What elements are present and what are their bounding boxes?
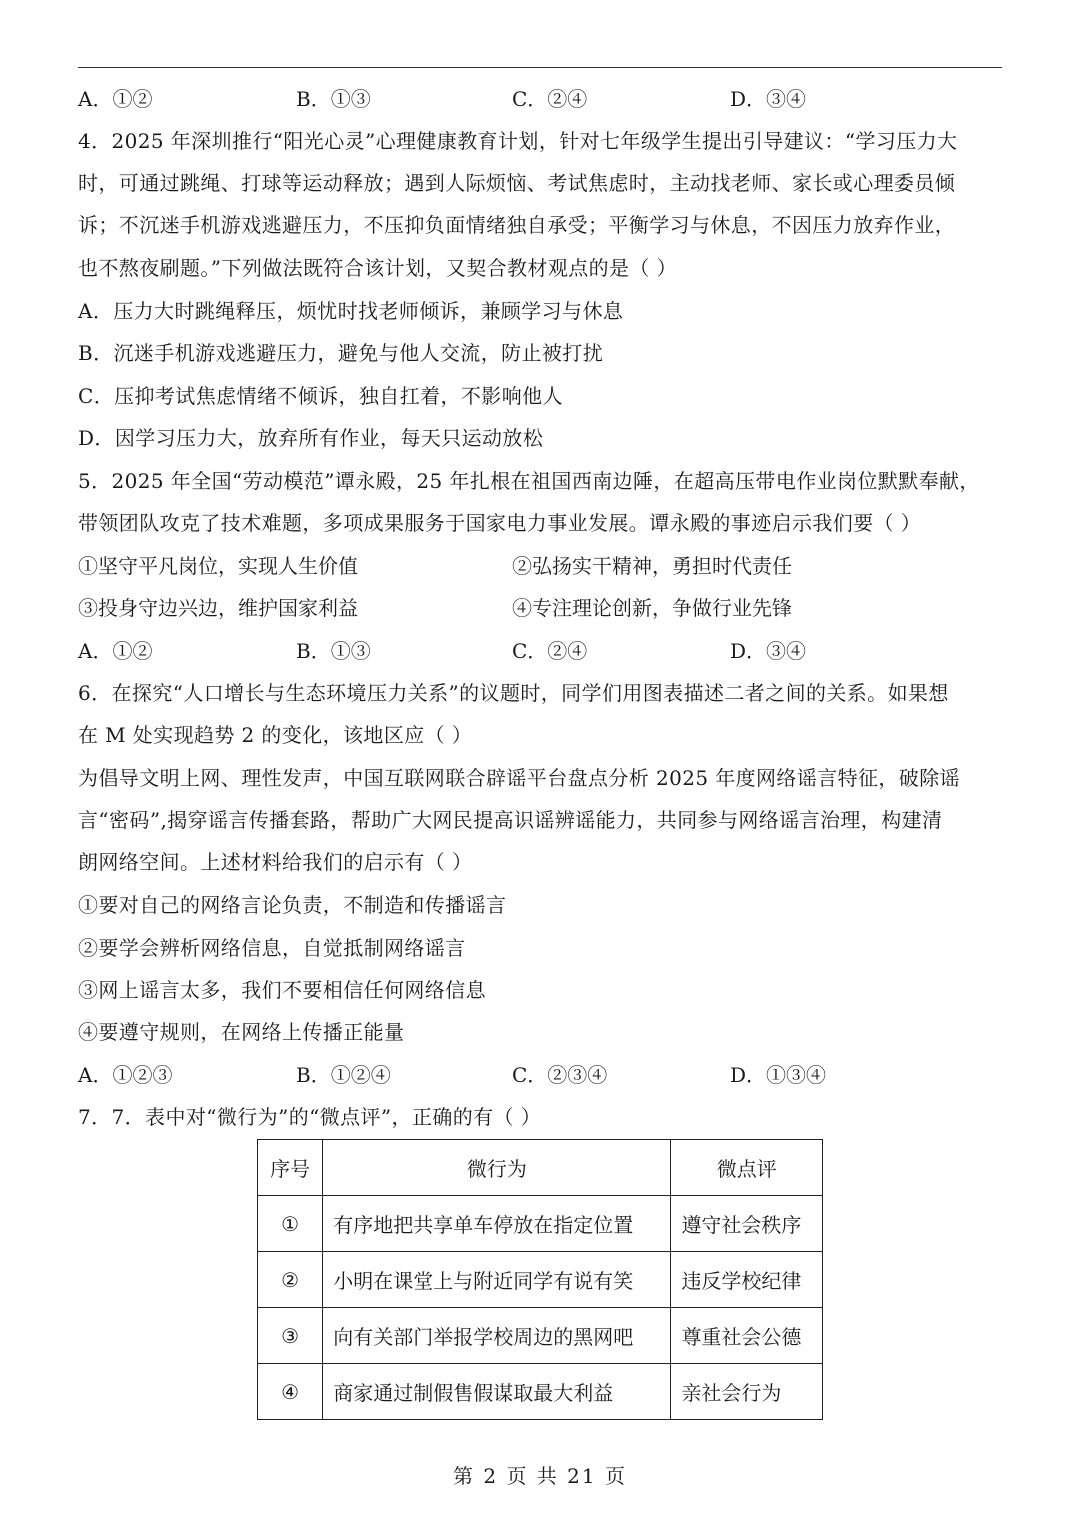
q6-stem-line: 为倡导文明上网、理性发声，中国互联网联合辟谣平台盘点分析 2025 年度网络谣言特征，破除谣 xyxy=(78,766,961,790)
q6-statement-2: ②要学会辨析网络信息，自觉抵制网络谣言 xyxy=(78,936,466,960)
top-divider xyxy=(78,67,1002,68)
table-row xyxy=(258,1196,823,1252)
table-cell: 商家通过制假售假谋取最大利益 xyxy=(323,1364,671,1420)
table-header-cell: 微行为 xyxy=(323,1140,671,1196)
q4-option-c: C．压抑考试焦虑情绪不倾诉，独自扛着，不影响他人 xyxy=(78,384,563,408)
q5-option-d: D．③④ xyxy=(730,639,807,663)
q6-stem-line: 在 M 处实现趋势 2 的变化，该地区应（ ） xyxy=(78,723,473,747)
q4-option-a: A．压力大时跳绳释压，烦忧时找老师倾诉，兼顾学习与休息 xyxy=(78,299,624,323)
q4-stem-line: 诉；不沉迷手机游戏逃避压力，不压抑负面情绪独自承受；平衡学习与休息，不因压力放弃作业， xyxy=(78,213,956,237)
q6-option-d: D．①③④ xyxy=(730,1063,827,1087)
q3-option-c: C．②④ xyxy=(512,87,588,111)
q6-option-b: B．①②④ xyxy=(296,1063,391,1087)
table-row xyxy=(258,1364,823,1420)
q6-option-c: C．②③④ xyxy=(512,1063,608,1087)
table-cell: 向有关部门举报学校周边的黑网吧 xyxy=(323,1308,671,1364)
table-cell: 违反学校纪律 xyxy=(671,1252,823,1308)
table-header-cell: 序号 xyxy=(258,1140,323,1196)
table-cell: 遵守社会秩序 xyxy=(671,1196,823,1252)
q6-statement-3: ③网上谣言太多，我们不要相信任何网络信息 xyxy=(78,978,486,1002)
q6-stem-line: 言“密码”,揭穿谣言传播套路，帮助广大网民提高识谣辨谣能力，共同参与网络谣言治理，构建清 xyxy=(78,808,943,832)
table-header-cell: 微点评 xyxy=(671,1140,823,1196)
table-cell: 有序地把共享单车停放在指定位置 xyxy=(323,1196,671,1252)
q5-stem-line: 带领团队攻克了技术难题，多项成果服务于国家电力事业发展。谭永殿的事迹启示我们要（ ） xyxy=(78,511,922,535)
q4-option-d: D．因学习压力大，放弃所有作业，每天只运动放松 xyxy=(78,426,544,450)
q5-option-a: A．①② xyxy=(78,639,153,663)
q4-option-b: B．沉迷手机游戏逃避压力，避免与他人交流，防止被打扰 xyxy=(78,341,604,365)
q5-statement-4: ④专注理论创新，争做行业先锋 xyxy=(512,596,792,620)
table-cell: ④ xyxy=(258,1364,323,1420)
q7-table xyxy=(257,1139,823,1420)
q5-option-c: C．②④ xyxy=(512,639,588,663)
q7-stem: 7．7．表中对“微行为”的“微点评”，正确的有（ ） xyxy=(78,1105,542,1129)
table-header-row xyxy=(258,1140,823,1196)
q6-option-a: A．①②③ xyxy=(78,1063,173,1087)
q3-option-d: D．③④ xyxy=(730,87,807,111)
q6-statement-1: ①要对自己的网络言论负责，不制造和传播谣言 xyxy=(78,893,507,917)
page-footer: 第 2 页 共 21 页 xyxy=(453,1464,627,1488)
q4-stem-line: 时，可通过跳绳、打球等运动释放；遇到人际烦恼、考试焦虑时，主动找老师、家长或心理委员倾 xyxy=(78,171,956,195)
q5-option-b: B．①③ xyxy=(296,639,371,663)
q4-stem-line: 也不熬夜刷题。”下列做法既符合该计划，又契合教材观点的是（ ） xyxy=(78,256,677,280)
table-cell: 尊重社会公德 xyxy=(671,1308,823,1364)
q6-stem-line: 6．在探究“人口增长与生态环境压力关系”的议题时，同学们用图表描述二者之间的关系。如果想 xyxy=(78,681,949,705)
q5-statement-1: ①坚守平凡岗位，实现人生价值 xyxy=(78,554,358,578)
q6-stem-line: 朗网络空间。上述材料给我们的启示有（ ） xyxy=(78,850,473,874)
q3-option-b: B．①③ xyxy=(296,87,371,111)
q5-statement-2: ②弘扬实干精神，勇担时代责任 xyxy=(512,554,792,578)
table-cell: 亲社会行为 xyxy=(671,1364,823,1420)
table-row xyxy=(258,1308,823,1364)
q5-stem-line: 5．2025 年全国“劳动模范”谭永殿，25 年扎根在祖国西南边陲，在超高压带电作业岗位默默奉献， xyxy=(78,469,980,493)
q6-statement-4: ④要遵守规则，在网络上传播正能量 xyxy=(78,1020,405,1044)
table-cell: 小明在课堂上与附近同学有说有笑 xyxy=(323,1252,671,1308)
q4-stem-line: 4．2025 年深圳推行“阳光心灵”心理健康教育计划，针对七年级学生提出引导建议：“学习压力大 xyxy=(78,129,958,153)
table-cell: ③ xyxy=(258,1308,323,1364)
q5-statement-3: ③投身守边兴边，维护国家利益 xyxy=(78,596,358,620)
table-cell: ① xyxy=(258,1196,323,1252)
table-cell: ② xyxy=(258,1252,323,1308)
table-row xyxy=(258,1252,823,1308)
q3-option-a: A．①② xyxy=(78,87,153,111)
